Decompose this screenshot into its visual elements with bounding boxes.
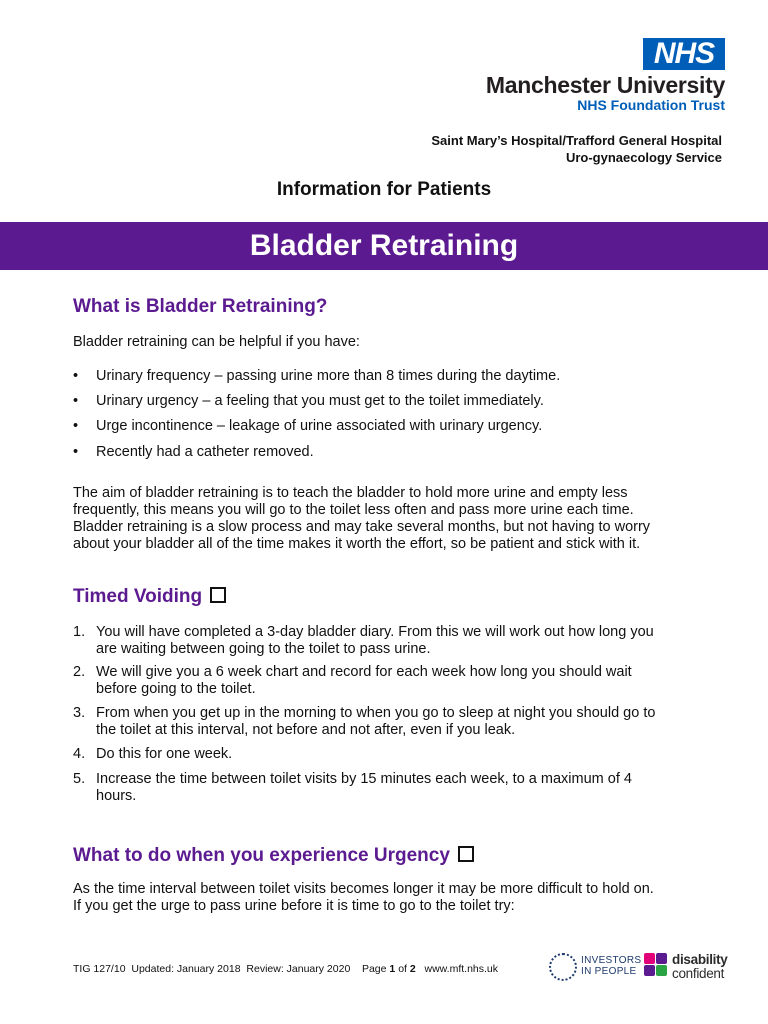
footer-ref: TIG 127/10: [73, 963, 126, 975]
list-item-text: Urge incontinence – leakage of urine associated with urinary urgency.: [96, 418, 543, 434]
list-item: [73, 746, 713, 763]
checkbox-icon: [458, 846, 474, 862]
iip-text: [581, 955, 641, 977]
footer-updated: Updated: January 2018: [131, 963, 241, 975]
aim-paragraph: [73, 485, 713, 553]
list-item: [73, 771, 713, 804]
step-number: 2.: [73, 664, 86, 680]
list-item: [73, 624, 713, 657]
iip-line-1: INVESTORS: [581, 955, 642, 966]
aim-line: about your bladder all of the time makes it worth the effort, so be patient and stick with it.: [73, 536, 641, 552]
list-item-text: Urinary urgency – a feeling that you must get to the toilet immediately.: [96, 393, 544, 409]
footer-page-total: 2: [409, 963, 416, 975]
nhs-logo: NHS: [643, 38, 725, 70]
dc-line-1: disability: [672, 952, 728, 967]
bullet-icon: •: [73, 444, 79, 460]
step-number: 3.: [73, 705, 86, 721]
footer-page-current: 1: [389, 963, 396, 975]
iip-line-2: IN PEOPLE: [581, 966, 637, 977]
step-line: We will give you a 6 week chart and record for each week how long you should wait: [96, 664, 632, 680]
step-number: 5.: [73, 771, 86, 787]
title-banner: [0, 222, 768, 270]
step-line: Do this for one week.: [96, 746, 233, 762]
dc-line-2: confident: [672, 966, 725, 981]
hospital-line-1: Saint Mary’s Hospital/Trafford General Hospital: [431, 133, 722, 148]
org-trust: NHS Foundation Trust: [577, 97, 725, 113]
bullet-icon: •: [73, 418, 79, 434]
hospital-info: [431, 132, 722, 166]
iip-circle-icon: [549, 953, 577, 981]
step-line: the toilet at this interval, not before and not after, even if you leak.: [96, 721, 516, 738]
list-item-text: Recently had a catheter removed.: [96, 444, 314, 460]
section-heading-urgency: [73, 845, 474, 867]
checkbox-icon: [210, 587, 226, 603]
bullet-icon: •: [73, 393, 79, 409]
disability-confident-icon: [644, 952, 668, 978]
info-heading: Information for Patients: [276, 179, 492, 200]
footer-page-of: of: [398, 963, 407, 975]
step-line: before going to the toilet.: [96, 680, 256, 697]
bullet-icon: •: [73, 368, 79, 384]
section-heading-text: Timed Voiding: [73, 586, 203, 607]
urgency-line: If you get the urge to pass urine before it is time to go to the toilet try:: [73, 898, 515, 914]
step-line: From when you get up in the morning to when you go to sleep at night you should go to: [96, 705, 656, 721]
step-line: are waiting between going to the toilet to pass urine.: [96, 640, 431, 657]
list-item-text: Urinary frequency – passing urine more than 8 times during the daytime.: [96, 368, 561, 384]
step-number: 4.: [73, 746, 86, 762]
step-line: hours.: [96, 787, 137, 804]
aim-line: frequently, this means you will go to the toilet less often and pass more urine each time.: [73, 502, 634, 518]
footer-info: [73, 963, 498, 975]
intro-text: Bladder retraining can be helpful if you have:: [73, 334, 360, 350]
step-number: 1.: [73, 624, 86, 640]
page-title: Bladder Retraining: [249, 229, 519, 262]
footer-review: Review: January 2020: [246, 963, 351, 975]
aim-line: The aim of bladder retraining is to teach the bladder to hold more urine and empty less: [73, 485, 628, 501]
section-heading-what-is: What is Bladder Retraining?: [73, 296, 328, 317]
list-item: [73, 664, 713, 697]
footer-page-label: Page: [361, 963, 387, 975]
urgency-paragraph: [73, 881, 713, 915]
step-line: You will have completed a 3-day bladder diary. From this we will work out how long you: [96, 624, 654, 640]
org-name: Manchester University: [485, 72, 725, 98]
list-item: [73, 705, 713, 738]
aim-line: Bladder retraining is a slow process and may take several months, but not having to worry: [73, 519, 651, 535]
hospital-line-2: Uro-gynaecology Service: [565, 150, 722, 165]
section-heading-timed-voiding: [73, 586, 226, 608]
step-line: Increase the time between toilet visits by 15 minutes each week, to a maximum of 4: [96, 771, 632, 787]
footer-url[interactable]: www.mft.nhs.uk: [424, 963, 499, 975]
urgency-line: As the time interval between toilet visits becomes longer it may be more difficult to hold on.: [73, 881, 654, 897]
section-heading-text: What to do when you experience Urgency: [73, 845, 450, 866]
